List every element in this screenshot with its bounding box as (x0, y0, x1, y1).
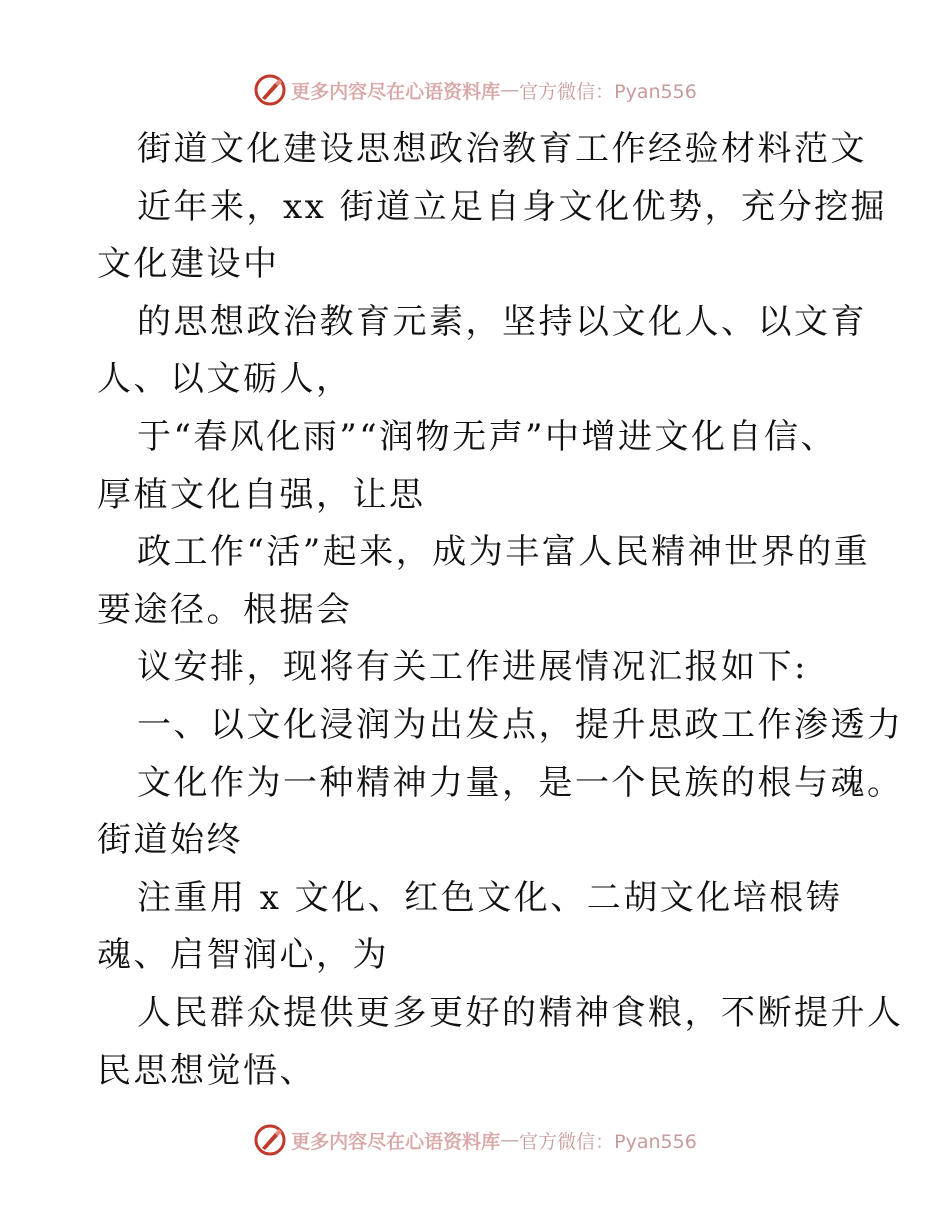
header-watermark (0, 70, 950, 110)
document-line: 于“春风化雨”“润物无声”中增进文化自信、 (137, 416, 838, 457)
pen-logo-icon (253, 73, 287, 107)
document-line: 议安排，现将有关工作进展情况汇报如下: (137, 647, 808, 688)
document-line: 魂、启智润心，为 (97, 935, 389, 976)
document-line: 民思想觉悟、 (97, 1050, 316, 1091)
document-line: 注重用 x 文化、红色文化、二胡文化培根铸 (137, 877, 843, 918)
watermark-tail-text: 官方微信：Pyan556 (519, 80, 697, 103)
document-line: 人、以文砺人， (97, 359, 353, 400)
pen-logo-icon (253, 1123, 287, 1157)
document-line: 街道文化建设思想政治教育工作经验材料范文 (137, 129, 867, 169)
watermark-main-text: 更多内容尽在心语资料库 (291, 80, 501, 103)
watermark-separator: — (500, 79, 520, 101)
document-line: 文化作为一种精神力量，是一个民族的根与魂。 (137, 762, 904, 803)
watermark-tail-text: 官方微信：Pyan556 (519, 1130, 697, 1153)
document-line: 文化建设中 (97, 244, 280, 285)
document-body (97, 121, 904, 1100)
footer-watermark (0, 1120, 950, 1160)
document-line: 的思想政治教育元素，坚持以文化人、以文育 (137, 301, 867, 342)
document-line: 要途径。根据会 (97, 589, 353, 630)
document-line: 一、以文化浸润为出发点，提升思政工作渗透力 (137, 704, 904, 745)
watermark-main-text: 更多内容尽在心语资料库 (291, 1130, 501, 1153)
watermark-separator: — (500, 1129, 520, 1151)
document-line: 街道始终 (97, 820, 243, 861)
document-line: 厚植文化自强，让思 (97, 474, 426, 515)
document-line: 人民群众提供更多更好的精神食粮，不断提升人 (137, 992, 904, 1033)
document-line: 政工作“活”起来，成为丰富人民精神世界的重 (137, 532, 871, 573)
document-line: 近年来，xx 街道立足自身文化优势，充分挖掘 (137, 186, 888, 227)
